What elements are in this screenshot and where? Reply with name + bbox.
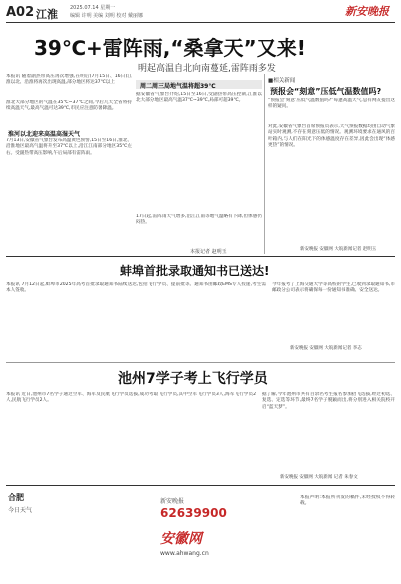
mid-paragraph-2: 17日起,雷阵雨天气增多,沿江江南等地气温略有下降,但体感仍闷热。 <box>136 214 262 226</box>
lead-paragraph-3: 7月13日,安徽省气象台发布高温黄色预警,15日至16日,淮北、沿淮地区最高气温将升至37℃以上,沿江江南部分地区35℃左右。受副热带高压影响,午后局部有雷阵雨。 <box>6 138 132 156</box>
brand-logo: 新安晚报 <box>345 5 389 18</box>
second-paragraph-2: 今年报考了上海交通大学等高校的学生,已收到录取通知书,市邮政分公司表示将确保每一份通知书准确、安全送达。 <box>272 282 395 294</box>
footer-weather: 今日天气 <box>8 507 33 514</box>
footer-phone: 62639900 <box>160 506 227 520</box>
footer-city: 合肥 <box>8 493 24 502</box>
masthead-rule <box>6 22 395 23</box>
second-paragraph-1: 本报讯 7月12日起,蚌埠市2025年高考首批录取通知书陆续送达,包括飞行学员、提前批等。通知书由邮政EMS专人投递,考生需本人签收。 <box>6 282 266 294</box>
sub-headline: 明起高温自北向南蔓延,雷阵雨多发 <box>138 64 276 74</box>
section-number: A02 <box>6 5 35 20</box>
lead-paragraph-2: 淮北大部分地区的气温在35℃~37℃之间,今后几天全省将持续高温天气,最高气温可达39℃,市民应注意防暑降温。 <box>6 100 132 112</box>
second-credit: 新安晚报 安徽网 大皖新闻记者 李志 <box>290 346 362 351</box>
mid-paragraph-1: 据安徽省气象台介绍,15日至16日,受副热带高压控制,江淮以北大部分地区最高气温37℃~39℃,局部可超39℃。 <box>136 92 262 104</box>
divider-1 <box>6 256 395 257</box>
footer-brand-label: 新安晚报 <box>160 498 185 505</box>
third-credit: 新安晚报 安徽网 大皖新闻 记者 朱春文 <box>280 475 358 480</box>
right-column-divider <box>264 74 265 254</box>
mid-credit: 本报记者 赵明玉 <box>190 249 227 255</box>
second-headline: 蚌埠首批录取通知书已送达! <box>120 264 270 278</box>
footer-url: www.ahwang.cn <box>160 550 209 557</box>
third-headline: 池州7学子考上飞行学员 <box>118 371 268 387</box>
section-city: 江淮 <box>36 8 58 21</box>
mid-subhead: 周二周三局地气温将超39℃ <box>140 83 216 90</box>
third-paragraph-2: 据了解,今年池州市共有百余名考生报名参加招飞选拔,经过初选、复选、定选等环节,最终7名学子脱颖而出,将分别进入相关院校开启“蓝天梦”。 <box>262 392 395 410</box>
divider-3 <box>6 485 395 486</box>
related-news-tag: ■相关新闻 <box>268 78 296 84</box>
right-paragraph-1: “预报会‘刻意’压低气温数值吗?”每逢高温天气,总有网友提出这样的疑问。 <box>268 98 395 110</box>
third-paragraph-1: 本报讯 近日,池州市7名学子通过空军、海军及民航飞行学员选拔,成功考取飞行学员,其中空军飞行学员3人,海军飞行学员2人,民航飞行学员2人。 <box>6 392 256 404</box>
lead-subhead: 淮河以北迎来高温高湿天气 <box>8 131 81 138</box>
date-line: 2025.07.14 星期一 <box>70 5 116 11</box>
right-credit: 新安晚报 安徽网 大皖新闻记者 赵明玉 <box>300 247 377 252</box>
related-news-headline: 预报会“刻意”压低气温数值吗? <box>270 87 382 96</box>
footer-notice: 本报声明:本报所刊发的稿件,未经授权不得转载。 <box>300 495 395 507</box>
lead-paragraph-1: 本报讯 随着副热带高压再次增强,在明后(7月15日、16日)江淮以北、沿淮将再次出现高温,部分地区将达37℃以上 <box>6 74 132 86</box>
divider-2 <box>6 362 395 363</box>
footer-brand: 安徽网 <box>160 531 202 547</box>
editor-line: 编辑 许明 美编 刘明 校对 戴丽娜 <box>70 13 143 19</box>
main-headline: 39℃+雷阵雨,“桑拿天”又来! <box>34 36 306 60</box>
right-paragraph-2: 对此,安徽省气象台首席预报员表示,天气预报数据均由自动气象站实时观测,不存在刻意压低的情况。观测环境要求在通风的百叶箱内,与人们在阳光下的体感温度存在差异,因此会出现“体感更热”的情况。 <box>268 124 395 149</box>
